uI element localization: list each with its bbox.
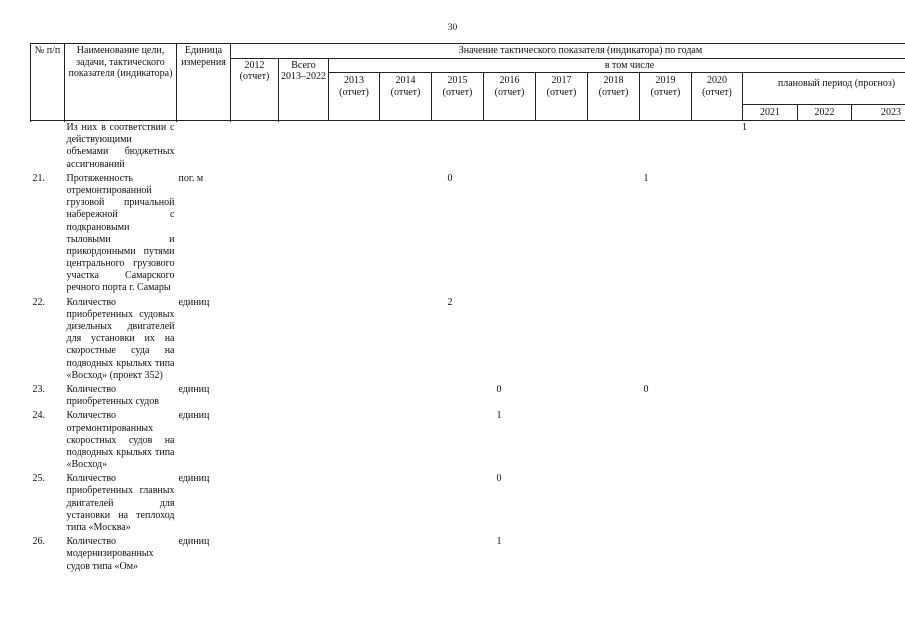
- cell-2016: [475, 172, 524, 296]
- header-2019: 2019 (отчет): [640, 73, 692, 120]
- table-row: [31, 383, 905, 409]
- cell-2019: [622, 121, 671, 172]
- table-header: [31, 44, 905, 121]
- indicator-table: [30, 43, 905, 574]
- row-name: Количество приобретенных главных двигателей для установки на теплоход типа «Москва»: [66, 473, 175, 533]
- header-2013: 2013 (отчет): [329, 73, 380, 120]
- cell-2015: [426, 121, 475, 172]
- page-number: 30: [447, 23, 458, 33]
- cell-2016: 0: [496, 383, 502, 395]
- row-name: Из них в соответствии с действующими объемами бюджетных ассигнований: [66, 122, 175, 170]
- table-row: [31, 409, 905, 472]
- cell-2015: 0: [447, 172, 453, 184]
- table-row: [31, 121, 905, 172]
- header-values-group: Значение тактического показателя (индикатора) по годам: [231, 44, 905, 59]
- header-2020: 2020 (отчет): [692, 73, 743, 120]
- table-row: [31, 472, 905, 535]
- header-num: № п/п: [31, 44, 65, 121]
- header-2015: 2015 (отчет): [432, 73, 484, 120]
- header-2022: 2022: [798, 105, 852, 121]
- cell-2019: 1: [643, 172, 649, 184]
- row-num: 22.: [32, 296, 45, 308]
- row-unit: единиц: [178, 473, 210, 485]
- header-2018: 2018 (отчет): [588, 73, 640, 120]
- row-num: 25.: [32, 473, 45, 485]
- row-num: [31, 121, 65, 172]
- cell-2016: 1: [496, 536, 502, 548]
- cell-2015: [426, 535, 475, 574]
- cell-2021: [719, 383, 771, 409]
- row-num: 24.: [32, 410, 45, 422]
- row-unit: единиц: [178, 536, 210, 548]
- row-name: Количество приобретенных судов: [66, 383, 159, 408]
- cell-2015: [426, 472, 475, 535]
- cell-2015: [426, 383, 475, 409]
- cell-2016: 1: [496, 410, 502, 422]
- header-2017: 2017 (отчет): [536, 73, 588, 120]
- cell-2021: [719, 535, 771, 574]
- row-unit: пог. м: [178, 172, 204, 184]
- header-unit: Единица измерения: [177, 44, 231, 121]
- cell-2019: [622, 472, 671, 535]
- table-row: [31, 296, 905, 383]
- cell-2021: [719, 472, 771, 535]
- cell-2015: [426, 409, 475, 472]
- cell-2019: [622, 296, 671, 383]
- cell-2016: [475, 296, 524, 383]
- cell-2021: 1: [742, 121, 747, 133]
- row-name: Протяженность отремонтированной грузовой причальной набережной с подкрановыми тыловыми и прикордонными путями центрального грузового участка Самарского речного порта г. Самары: [66, 172, 175, 294]
- cell-2019: [622, 409, 671, 472]
- header-subgroup: [329, 58, 905, 121]
- table-row: [31, 535, 905, 574]
- row-name: Количество приобретенных судовых дизельных двигателей для установки их на скоростные суда на подводных крыльях типа «Восход» (проект 352): [66, 296, 175, 381]
- row-unit: [177, 121, 231, 172]
- table-row: [31, 172, 905, 296]
- cell-2016: [475, 121, 524, 172]
- cell-2021: [719, 409, 771, 472]
- cell-2016: 0: [496, 473, 502, 485]
- header-incl: в том числе: [329, 59, 905, 74]
- header-total: Всего 2013–2022: [279, 58, 329, 121]
- row-unit: единиц: [178, 296, 210, 308]
- header-planned: плановый период (прогноз): [743, 73, 905, 105]
- cell-2021: [719, 296, 771, 383]
- row-name: Количество модернизированных судов типа «Ом»: [66, 536, 154, 572]
- header-name: Наименование цели, задачи, тактического показателя (индикатора): [65, 44, 177, 121]
- cell-2021: [719, 172, 771, 296]
- row-num: 23.: [32, 383, 45, 395]
- row-num: 26.: [32, 536, 45, 548]
- row-name: Количество отремонтированных скоростных судов на подводных крыльях типа «Восход»: [66, 410, 175, 471]
- header-2021: 2021: [743, 105, 798, 121]
- row-num: 21.: [32, 172, 45, 184]
- row-unit: единиц: [178, 410, 210, 422]
- cell-2019: [622, 535, 671, 574]
- cell-2019: 0: [643, 383, 649, 395]
- cell-2015: 2: [447, 296, 453, 308]
- header-2014: 2014 (отчет): [380, 73, 432, 120]
- header-2023: 2023: [881, 106, 901, 118]
- header-2016: 2016 (отчет): [484, 73, 536, 120]
- row-unit: единиц: [178, 383, 210, 395]
- header-2012: 2012 (отчет): [231, 58, 279, 121]
